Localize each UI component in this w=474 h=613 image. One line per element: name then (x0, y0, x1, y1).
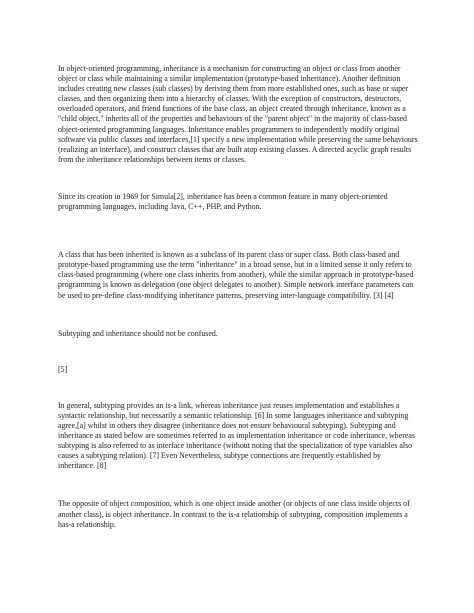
paragraph-inheritance-definition: In object-oriented programming, inheritance is a mechanism for constructing an object or class from another object or class while maintaining a similar implementation (prototype-based inheritance). Another definition includes creating new classes (sub classes) by deriving them from more established ones, such as base or super classes, and then organizing them into a hierarchy of classes. With the exception of constructors, destructors, overloaded operators, and friend functions of the base class, an object created through inheritance, known as a "child object," inherits all of the properties and behaviours of the "parent object" in the majority of class-based object-oriented programming languages. Inheritance enables programmers to independently modify original software via public classes and interfaces,[1] specify a new implementation while preserving the same behaviours (realizing an interface), and construct classes that are built atop existing classes. A directed acyclic graph results from the inheritance relationships between items or classes. (58, 64, 418, 164)
paragraph-subtyping-general: In general, subtyping provides an is-a link, whereas inheritance just reuses implementation and establishes a syntactic relationship, but necessarily a semantic relationship. [6] In some languages inheritance and subtyping agree,[a] whilst in others they disagree (inheritance does not ensure behavioural subtyping). Subtyping and inheritance as stated below are sometimes referred to as implementation inheritance or code inheritance, whereas subtyping is also referred to as interface inheritance (without noting that the specialization of type variables also causes a subtyping relation). [7] Even Nevertheless, subtype connections are frequently established by inheritance. [8] (58, 400, 415, 471)
paragraph-subclass: A class that has been inherited is known as a subclass of its parent class or super class. Both class-based and prototype-based programming use the term "inheritance" in a broad sense, but in a limited sense it only refers to class-based programming (where one class inherits from another), while the similar approach in prototype-based programming is known as delegation (one object delegates to another). Simple network interface parameters can be used to pre-define class-modifying inheritance patterns, preserving inter-language compatibility. [3] [4] (58, 250, 414, 300)
paragraph-composition: The opposite of object composition, which is one object inside another (or objects of one class inside objects of another class), is object inheritance. In contrast to the is-a relationship of subtyping, composition implements a has-a relationship. (58, 499, 410, 529)
paragraph-citation: [5] (58, 364, 68, 374)
paragraph-subtyping-note: Subtyping and inheritance should not be confused. (58, 328, 218, 338)
paragraph-simula-history: Since its creation in 1969 for Simula[2], inheritance has been a common feature in many object-oriented programming languages, including Java, C++, PHP, and Python. (58, 191, 388, 212)
document-body (58, 64, 418, 530)
